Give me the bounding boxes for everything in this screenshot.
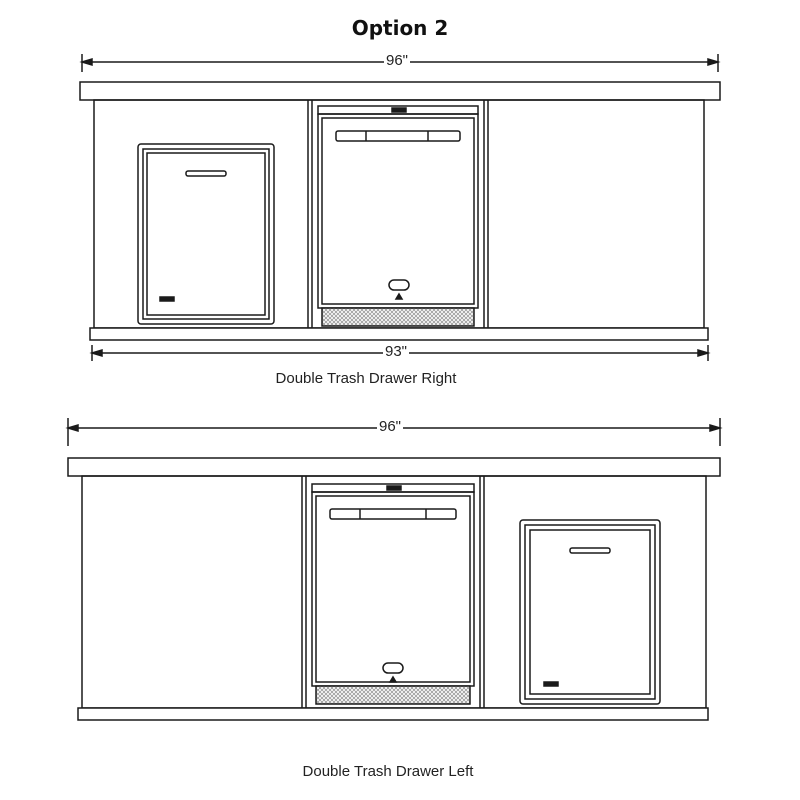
drawer-badge-2 — [544, 682, 558, 686]
fridge-handle-2 — [330, 509, 456, 519]
page-title: Option 2 — [351, 16, 449, 40]
diagram-trash-drawer-left — [68, 418, 720, 720]
trash-drawer-right — [138, 144, 274, 324]
refrigerator — [318, 106, 478, 326]
dimension-label-top-2: 96" — [379, 418, 402, 435]
trash-drawer-left — [520, 520, 660, 704]
fridge-vent-grille — [322, 308, 474, 326]
fridge-lock-2 — [383, 663, 403, 673]
refrigerator-2 — [312, 484, 474, 704]
diagram-trash-drawer-right — [80, 54, 720, 361]
countertop-2 — [68, 458, 720, 476]
fridge-handle — [336, 131, 460, 141]
dimension-label-bottom-1: 93" — [385, 343, 408, 360]
countertop — [80, 82, 720, 100]
fridge-vent-grille-2 — [316, 686, 470, 704]
dimension-label-top-1: 96" — [386, 52, 409, 69]
drawer-handle-2 — [570, 548, 610, 553]
drawer-badge — [160, 297, 174, 301]
drawer-handle — [186, 171, 226, 176]
fridge-lock — [389, 280, 409, 290]
caption-trash-drawer-left: Double Trash Drawer Left — [302, 763, 474, 780]
base-plinth — [90, 328, 708, 340]
caption-trash-drawer-right: Double Trash Drawer Right — [275, 370, 457, 387]
base-plinth-2 — [78, 708, 708, 720]
